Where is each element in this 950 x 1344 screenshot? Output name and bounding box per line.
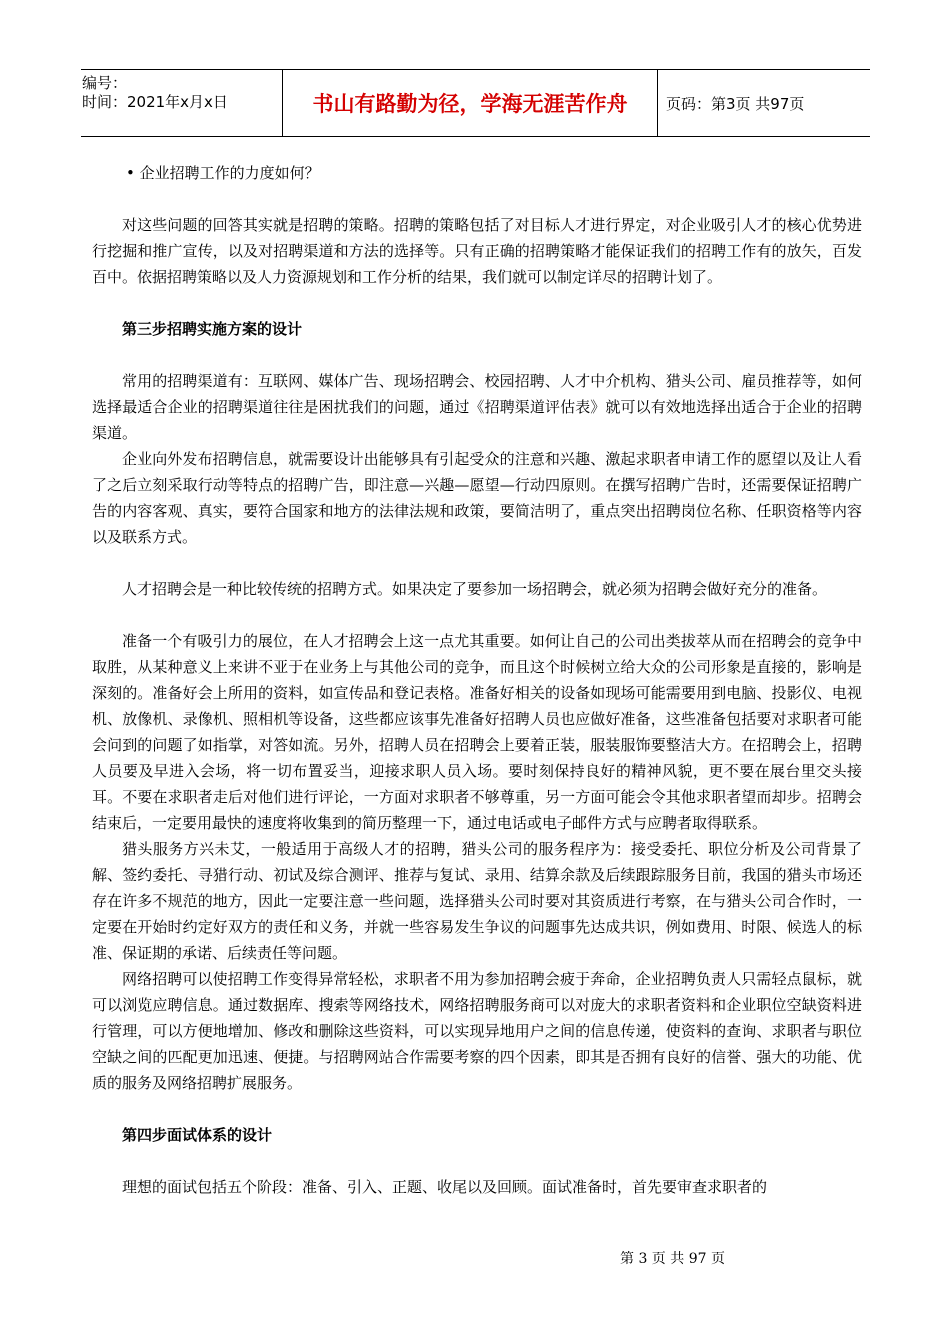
page-footer: 第 3 页 共 97 页 (620, 1251, 725, 1267)
header-meta (81, 70, 283, 136)
bullet-item: • 企业招聘工作的力度如何？ (126, 164, 320, 182)
paragraph: 常用的招聘渠道有：互联网、媒体广告、现场招聘会、校园招聘、人才中介机构、猎头公司、雇员推荐等，如何选择最适合企业的招聘渠道往往是困扰我们的问题，通过《招聘渠道评估表》就可以有效地选择出适合于企业的招聘渠道。 (92, 372, 862, 442)
paragraph: 理想的面试包括五个阶段：准备、引入、正题、收尾以及回顾。面试准备时，首先要审查求职者的 (122, 1178, 768, 1196)
header-motto: 书山有路勤为径，学海无涯苦作舟 (283, 70, 658, 136)
paragraph: 人才招聘会是一种比较传统的招聘方式。如果决定了要参加一场招聘会，就必须为招聘会做好充分的准备。 (122, 580, 828, 598)
paragraph: 猎头服务方兴未艾，一般适用于高级人才的招聘，猎头公司的服务程序为：接受委托、职位分析及公司背景了解、签约委托、寻猎行动、初试及综合测评、推荐与复试、录用、结算余款及后续跟踪服务目前，我国的猎头市场还存在许多不规范的地方，因此一定要注意一些问题，选择猎头公司时要对其资质进行考察，在与猎头公司合作时，一定要在开始时约定好双方的责任和义务，并就一些容易发生争议的问题事先达成共识，例如费用、时限、候选人的标准、保证期的承诺、后续责任等问题。 (92, 840, 862, 962)
section-heading: 第四步面试体系的设计 (122, 1126, 273, 1144)
paragraph: 网络招聘可以使招聘工作变得异常轻松，求职者不用为参加招聘会疲于奔命，企业招聘负责人只需轻点鼠标，就可以浏览应聘信息。通过数据库、搜索等网络技术，网络招聘服务商可以对庞大的求职者资料和企业职位空缺资料进行管理，可以方便地增加、修改和删除这些资料，可以实现异地用户之间的信息传递，使资料的查询、求职者与职位空缺之间的匹配更加迅速、便捷。与招聘网站合作需要考察的四个因素，即其是否拥有良好的信誉、强大的功能、优质的服务及网络招聘扩展服务。 (92, 970, 862, 1092)
page-header (81, 69, 870, 137)
paragraph: 准备一个有吸引力的展位，在人才招聘会上这一点尤其重要。如何让自己的公司出类拔萃从而在招聘会的竞争中取胜，从某种意义上来讲不亚于在业务上与其他公司的竞争，而且这个时候树立给大众的公司形象是直接的，影响是深刻的。准备好会上所用的资料，如宣传品和登记表格。准备好相关的设备如现场可能需要用到电脑、投影仪、电视机、放像机、录像机、照相机等设备，这些都应该事先准备好招聘人员也应做好准备，这些准备包括要对求职者可能会问到的问题了如指掌，对答如流。另外，招聘人员在招聘会上要着正装，服装服饰要整洁大方。在招聘会上，招聘人员要及早进入会场，将一切布置妥当，迎接求职人员入场。要时刻保持良好的精神风貌，更不要在展台里交头接耳。不要在求职者走后对他们进行评论，一方面对求职者不够尊重，另一方面可能会令其他求职者望而却步。招聘会结束后，一定要用最快的速度将收集到的简历整理一下，通过电话或电子邮件方式与应聘者取得联系。 (92, 632, 862, 832)
document-body (92, 160, 862, 1200)
document-number-label: 编号： (82, 74, 128, 92)
document-date: 时间：2021年x月x日 (82, 93, 228, 111)
section-heading: 第三步招聘实施方案的设计 (122, 320, 303, 338)
header-page-info: 页码：第3页 共97页 (666, 94, 805, 113)
paragraph: 对这些问题的回答其实就是招聘的策略。招聘的策略包括了对目标人才进行界定，对企业吸引人才的核心优势进行挖掘和推广宣传，以及对招聘渠道和方法的选择等。只有正确的招聘策略才能保证我们的招聘工作有的放矢，百发百中。依据招聘策略以及人力资源规划和工作分析的结果，我们就可以制定详尽的招聘计划了。 (92, 216, 862, 286)
paragraph: 企业向外发布招聘信息，就需要设计出能够具有引起受众的注意和兴趣、激起求职者申请工作的愿望以及让人看了之后立刻采取行动等特点的招聘广告，即注意—兴趣—愿望—行动四原则。在撰写招聘广告时，还需要保证招聘广告的内容客观、真实，要符合国家和地方的法律法规和政策，要简洁明了，重点突出招聘岗位名称、任职资格等内容以及联系方式。 (92, 450, 862, 546)
